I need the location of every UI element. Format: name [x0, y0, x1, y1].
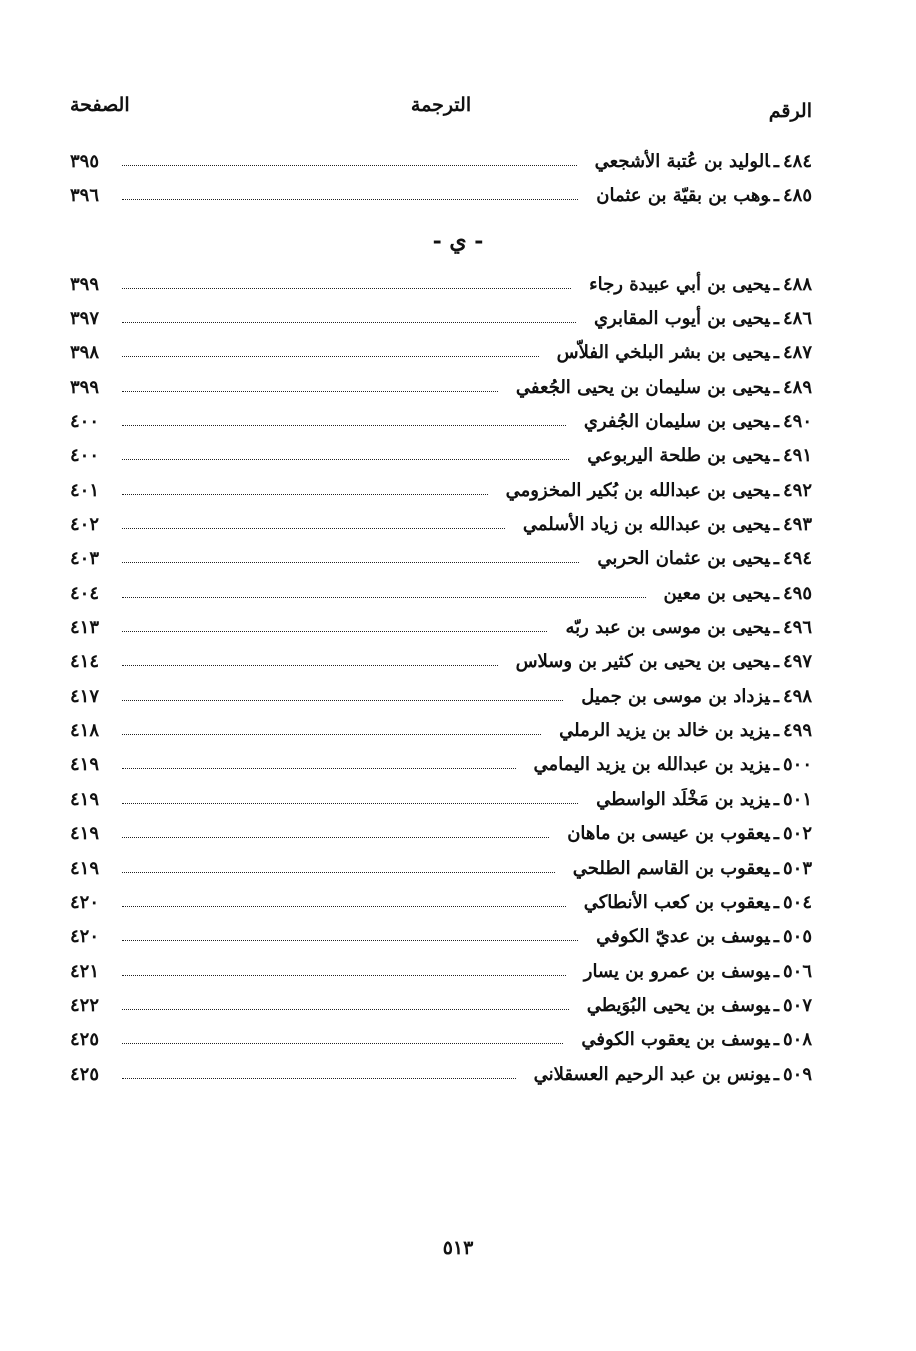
dot-leader	[122, 803, 578, 804]
entry-name: يعقوب بن كعب الأنطاكي	[583, 891, 770, 913]
entry-text: ٤٩٨ـيزداد بن موسى بن جميل	[581, 685, 812, 707]
entry-page: ٤٢٥	[70, 1029, 100, 1051]
entry-number: ٥٠١	[782, 788, 812, 810]
entry-name: يحيى بن معين	[663, 582, 770, 604]
dot-leader	[122, 940, 578, 941]
dot-leader	[122, 906, 566, 907]
dot-leader	[122, 322, 576, 323]
entry-number: ٤٨٩	[782, 376, 812, 398]
header-number-label: الرقم	[768, 100, 812, 122]
entry-name: يحيى بن يحيى بن كثير بن وسلاس	[515, 651, 770, 673]
entry-name: يحيى بن موسى بن عبد ربّه	[565, 617, 770, 639]
entry-text: ٤٩٦ـيحيى بن موسى بن عبد ربّه	[565, 617, 812, 639]
entry-text: ٤٩٠ـيحيى بن سليمان الجُفري	[583, 411, 812, 433]
index-row	[70, 782, 812, 816]
dot-leader	[122, 528, 505, 529]
entry-name: يزداد بن موسى بن جميل	[581, 685, 770, 707]
dot-leader	[122, 734, 541, 735]
entry-name: يوسف بن يعقوب الكوفي	[581, 1029, 770, 1051]
index-row	[70, 439, 812, 473]
entry-page: ٤١٩	[70, 857, 100, 879]
entry-number: ٤٩٨	[782, 685, 812, 707]
entry-number: ٤٨٥	[782, 185, 812, 207]
entry-page: ٤٢٠	[70, 891, 100, 913]
entry-name: يحيى بن عبدالله بن بُكير المخزومي	[505, 479, 770, 501]
index-header	[70, 94, 812, 130]
header-title-label: الترجمة	[410, 94, 472, 116]
entry-number: ٤٩٧	[782, 651, 812, 673]
entry-page: ٤١٧	[70, 685, 100, 707]
entry-name: يحيى بن بشر البلخي الفلاّس	[556, 342, 770, 364]
entry-text: ٥٠٠ـيزيد بن عبدالله بن يزيد اليمامي	[533, 754, 812, 776]
entry-text: ٤٩٥ـيحيى بن معين	[663, 582, 812, 604]
entry-number: ٥٠٩	[782, 1063, 812, 1085]
index-row	[70, 473, 812, 507]
entry-text: ٥٠٤ـيعقوب بن كعب الأنطاكي	[583, 891, 812, 913]
index-row	[70, 610, 812, 644]
dot-leader	[122, 1009, 569, 1010]
index-row	[70, 1057, 812, 1091]
entry-name: يعقوب بن عيسى بن ماهان	[567, 823, 770, 845]
entry-name: يوسف بن يحيى البُوَيطي	[586, 994, 770, 1016]
index-row	[70, 748, 812, 782]
entry-name: يوسف بن عمرو بن يسار	[583, 960, 770, 982]
entry-page: ٤١٩	[70, 754, 100, 776]
entry-text: ٤٩٣ـيحيى بن عبدالله بن زياد الأسلمي	[522, 514, 812, 536]
entry-name: يونس بن عبد الرحيم العسقلاني	[533, 1063, 770, 1085]
dot-leader	[122, 165, 577, 166]
header-page-label: الصفحة	[70, 94, 130, 116]
dot-leader	[122, 356, 539, 357]
entry-name: يعقوب بن القاسم الطلحي	[572, 857, 770, 879]
dot-leader	[122, 872, 555, 873]
entry-name: يحيى بن عبدالله بن زياد الأسلمي	[522, 514, 770, 536]
index-row	[70, 988, 812, 1022]
entry-text: ٥٠٥ـيوسف بن عديّ الكوفي	[596, 926, 812, 948]
entry-page: ٤٠٢	[70, 514, 100, 536]
entry-text: ٤٩٤ـيحيى بن عثمان الحربي	[597, 548, 812, 570]
entry-number: ٥٠٧	[782, 994, 812, 1016]
entry-number: ٤٨٦	[782, 308, 812, 330]
entry-number: ٥٠٥	[782, 926, 812, 948]
dot-leader	[122, 459, 569, 460]
entry-number: ٤٩٢	[782, 479, 812, 501]
entry-page: ٤١٨	[70, 720, 100, 742]
dot-leader	[122, 837, 549, 838]
index-list-top	[70, 144, 812, 213]
entry-number: ٤٨٤	[782, 150, 812, 172]
entry-text: ٥٠٨ـيوسف بن يعقوب الكوفي	[581, 1029, 812, 1051]
dot-leader	[122, 425, 566, 426]
entry-page: ٤٢٠	[70, 926, 100, 948]
entry-text: ٤٩٩ـيزيد بن خالد بن يزيد الرملي	[559, 720, 812, 742]
index-row	[70, 542, 812, 576]
entry-text: ٤٨٤ـالوليد بن عُتبة الأشجعي	[594, 150, 812, 172]
entry-page: ٤٢٥	[70, 1063, 100, 1085]
section-heading: - ي -	[432, 228, 484, 254]
entry-page: ٤٢٢	[70, 994, 100, 1016]
dot-leader	[122, 391, 498, 392]
entry-number: ٤٨٨	[782, 273, 812, 295]
index-row	[70, 144, 812, 178]
index-row	[70, 576, 812, 610]
entry-number: ٥٠٢	[782, 823, 812, 845]
entry-text: ٤٨٦ـيحيى بن أيوب المقابري	[593, 308, 812, 330]
index-row	[70, 954, 812, 988]
index-list	[70, 267, 812, 1091]
index-row	[70, 679, 812, 713]
entry-name: الوليد بن عُتبة الأشجعي	[594, 150, 770, 172]
entry-page: ٣٩٦	[70, 185, 100, 207]
index-row	[70, 336, 812, 370]
entry-number: ٥٠٦	[782, 960, 812, 982]
entry-text: ٥٠٦ـيوسف بن عمرو بن يسار	[583, 960, 812, 982]
entry-name: يزيد بن مَخْلَد الواسطي	[596, 788, 770, 810]
entry-page: ٤٢١	[70, 960, 100, 982]
dot-leader	[122, 631, 547, 632]
entry-name: يحيى بن سليمان بن يحيى الجُعفي	[515, 376, 770, 398]
index-row	[70, 404, 812, 438]
entry-name: وهب بن بقيّة بن عثمان	[596, 185, 770, 207]
dot-leader	[122, 562, 579, 563]
entry-number: ٤٩٩	[782, 720, 812, 742]
entry-page: ٣٩٧	[70, 308, 100, 330]
dot-leader	[122, 494, 488, 495]
entry-name: يزيد بن عبدالله بن يزيد اليمامي	[533, 754, 770, 776]
entry-text: ٥٠٢ـيعقوب بن عيسى بن ماهان	[567, 823, 812, 845]
entry-number: ٤٩١	[782, 445, 812, 467]
entry-name: يحيى بن طلحة اليربوعي	[587, 445, 770, 467]
entry-page: ٤٠٤	[70, 582, 100, 604]
dot-leader	[122, 199, 578, 200]
entry-number: ٤٩٦	[782, 617, 812, 639]
index-row	[70, 301, 812, 335]
index-row	[70, 178, 812, 212]
entry-page: ٤٠٠	[70, 445, 100, 467]
index-row	[70, 920, 812, 954]
index-row	[70, 370, 812, 404]
dot-leader	[122, 975, 566, 976]
entry-page: ٣٩٩	[70, 376, 100, 398]
dot-leader	[122, 597, 646, 598]
dot-leader	[122, 700, 563, 701]
index-row	[70, 851, 812, 885]
index-row	[70, 713, 812, 747]
entry-page: ٤١٩	[70, 788, 100, 810]
index-row	[70, 645, 812, 679]
entry-page: ٤٠١	[70, 479, 100, 501]
entry-text: ٥٠٩ـيونس بن عبد الرحيم العسقلاني	[533, 1063, 812, 1085]
entry-name: يحيى بن سليمان الجُفري	[583, 411, 770, 433]
entry-number: ٤٩٤	[782, 548, 812, 570]
entry-number: ٤٩٣	[782, 514, 812, 536]
entry-number: ٥٠٣	[782, 857, 812, 879]
entry-text: ٥٠٧ـيوسف بن يحيى البُوَيطي	[586, 994, 812, 1016]
entry-page: ٣٩٨	[70, 342, 100, 364]
index-row	[70, 267, 812, 301]
entry-text: ٤٩٢ـيحيى بن عبدالله بن بُكير المخزومي	[505, 479, 812, 501]
dot-leader	[122, 288, 571, 289]
entry-name: يحيى بن أيوب المقابري	[593, 308, 770, 330]
entry-name: يحيى بن عثمان الحربي	[597, 548, 770, 570]
page-number: ٥١٣	[442, 1237, 474, 1259]
entry-page: ٤١٩	[70, 823, 100, 845]
index-row	[70, 1023, 812, 1057]
entry-number: ٤٩٠	[782, 411, 812, 433]
dot-leader	[122, 768, 516, 769]
entry-page: ٤١٣	[70, 617, 100, 639]
index-row	[70, 817, 812, 851]
entry-number: ٤٩٥	[782, 582, 812, 604]
entry-number: ٥٠٨	[782, 1029, 812, 1051]
index-row	[70, 507, 812, 541]
entry-name: يحيى بن أبي عبيدة رجاء	[589, 273, 770, 295]
entry-text: ٥٠١ـيزيد بن مَخْلَد الواسطي	[596, 788, 812, 810]
entry-name: يزيد بن خالد بن يزيد الرملي	[559, 720, 770, 742]
index-row	[70, 885, 812, 919]
entry-number: ٤٨٧	[782, 342, 812, 364]
entry-page: ٤٠٠	[70, 411, 100, 433]
dot-leader	[122, 665, 498, 666]
entry-text: ٤٨٥ـوهب بن بقيّة بن عثمان	[596, 185, 812, 207]
entry-text: ٤٩١ـيحيى بن طلحة اليربوعي	[587, 445, 812, 467]
entry-page: ٣٩٥	[70, 150, 100, 172]
dot-leader	[122, 1078, 516, 1079]
entry-text: ٤٩٧ـيحيى بن يحيى بن كثير بن وسلاس	[515, 651, 812, 673]
entry-page: ٤٠٣	[70, 548, 100, 570]
dot-leader	[122, 1043, 563, 1044]
entry-name: يوسف بن عديّ الكوفي	[596, 926, 770, 948]
entry-text: ٥٠٣ـيعقوب بن القاسم الطلحي	[572, 857, 812, 879]
entry-text: ٤٨٨ـيحيى بن أبي عبيدة رجاء	[589, 273, 812, 295]
entry-number: ٥٠٠	[782, 754, 812, 776]
entry-number: ٥٠٤	[782, 891, 812, 913]
entry-page: ٣٩٩	[70, 273, 100, 295]
entry-page: ٤١٤	[70, 651, 100, 673]
entry-text: ٤٨٩ـيحيى بن سليمان بن يحيى الجُعفي	[515, 376, 812, 398]
entry-text: ٤٨٧ـيحيى بن بشر البلخي الفلاّس	[556, 342, 812, 364]
